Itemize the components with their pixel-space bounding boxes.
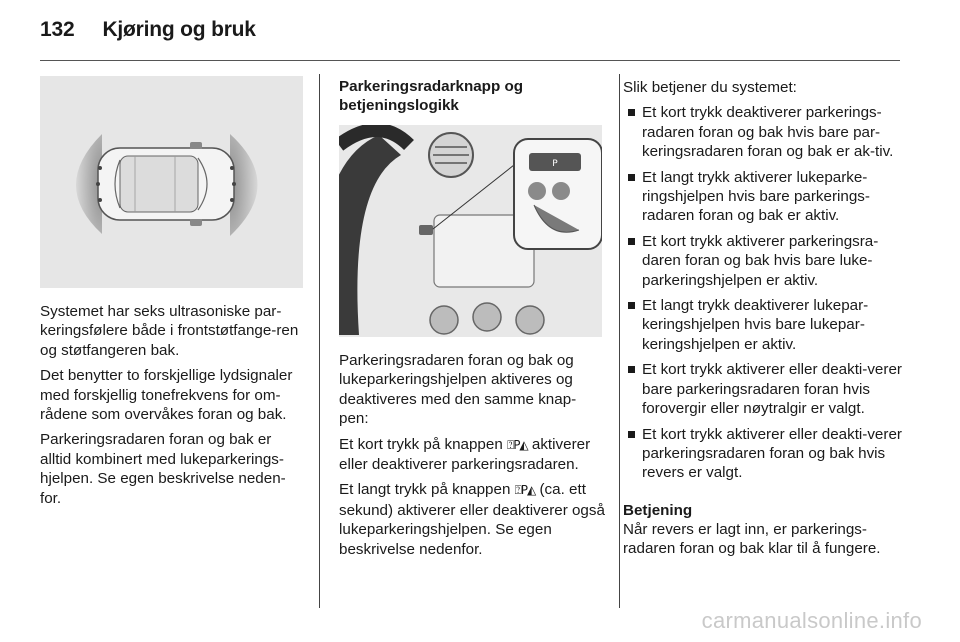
page-number: 132	[40, 18, 75, 41]
section-heading: Parkeringsradarknapp og betjeningslogikk	[339, 78, 524, 114]
paragraph: Systemet har seks ultrasoniske par-keringsfølere både i frontstøtfange-ren og støtfangeren bak.	[40, 303, 299, 359]
text-span: Et kort trykk på knappen	[339, 435, 507, 453]
parking-button-icon: ⍰P◭	[514, 483, 536, 498]
car-body	[98, 142, 234, 226]
column-2	[339, 76, 605, 559]
column-divider-2	[619, 74, 620, 608]
column-divider-1	[319, 74, 320, 608]
parking-button	[419, 225, 433, 235]
paragraph: Det benytter to forskjellige lydsignaler med forskjellig tonefrekvens for om-rådene som overvåkes foran og bak.	[40, 367, 293, 424]
car-top-view-illustration	[40, 76, 303, 288]
intro-text: Slik betjener du systemet:	[623, 79, 797, 96]
list-item: Et langt trykk deaktiverer lukepar-keringshjelpen hvis bare lukepar-keringshjelpen er aktiv.	[623, 296, 909, 354]
column-1	[40, 76, 306, 508]
section-subheading: Betjening	[623, 501, 693, 519]
dashboard-illustration	[339, 125, 602, 337]
column-3	[623, 76, 909, 559]
list-item: Et kort trykk deaktiverer parkerings-radaren foran og bak hvis bare par-keringsradaren foran og bak er ak-tiv.	[623, 103, 909, 161]
dashboard-button-illustration	[339, 125, 602, 337]
watermark: carmanualsonline.info	[701, 608, 922, 633]
paragraph	[339, 480, 605, 559]
header-rule	[40, 60, 900, 61]
text-span: Et langt trykk på knappen	[339, 481, 515, 499]
list-item: Et kort trykk aktiverer eller deakti-verer parkeringsradaren foran og bak hvis revers er valgt.	[623, 425, 909, 483]
chapter-title: Kjøring og bruk	[102, 18, 256, 41]
parking-sensor-diagram	[40, 76, 303, 288]
climate-knobs	[430, 303, 544, 334]
paragraph: Når revers er lagt inn, er parkerings-radaren foran og bak klar til å fungere.	[623, 520, 881, 558]
list-item: Et kort trykk aktiverer eller deakti-verer bare parkeringsradaren foran hvis forovergir eller nøytralgir er valgt.	[623, 360, 909, 418]
text-span: aktiverer eller deaktiverer parkeringsradaren.	[339, 435, 591, 474]
button-zoom-inset	[514, 139, 602, 249]
text-span: (ca. ett sekund) aktiverer eller deaktiverer også lukeparkeringshjelpen. Se egen beskrivelse nedenfor.	[339, 481, 605, 558]
paragraph: Parkeringsradaren foran og bak er alltid kombinert med lukeparkerings-hjelpen. Se egen beskrivelse neden-for.	[40, 431, 286, 507]
page-header	[40, 18, 256, 48]
list-item: Et langt trykk aktiverer lukeparke-ringshjelpen hvis bare parkerings-radaren foran og bak er aktiv.	[623, 168, 909, 226]
parking-button-icon: ⍰P◭	[507, 437, 528, 452]
svg-text:P: P	[552, 159, 558, 169]
paragraph	[339, 435, 605, 475]
air-vent	[429, 133, 473, 177]
paragraph: Parkeringsradaren foran og bak og lukeparkeringshjelpen aktiveres og deaktiveres med den samme knap-pen:	[339, 352, 577, 428]
bullet-list	[623, 103, 909, 482]
list-item: Et kort trykk aktiverer parkeringsra-daren foran og bak hvis bare luke-parkeringshjelpen er aktiv.	[623, 232, 909, 290]
